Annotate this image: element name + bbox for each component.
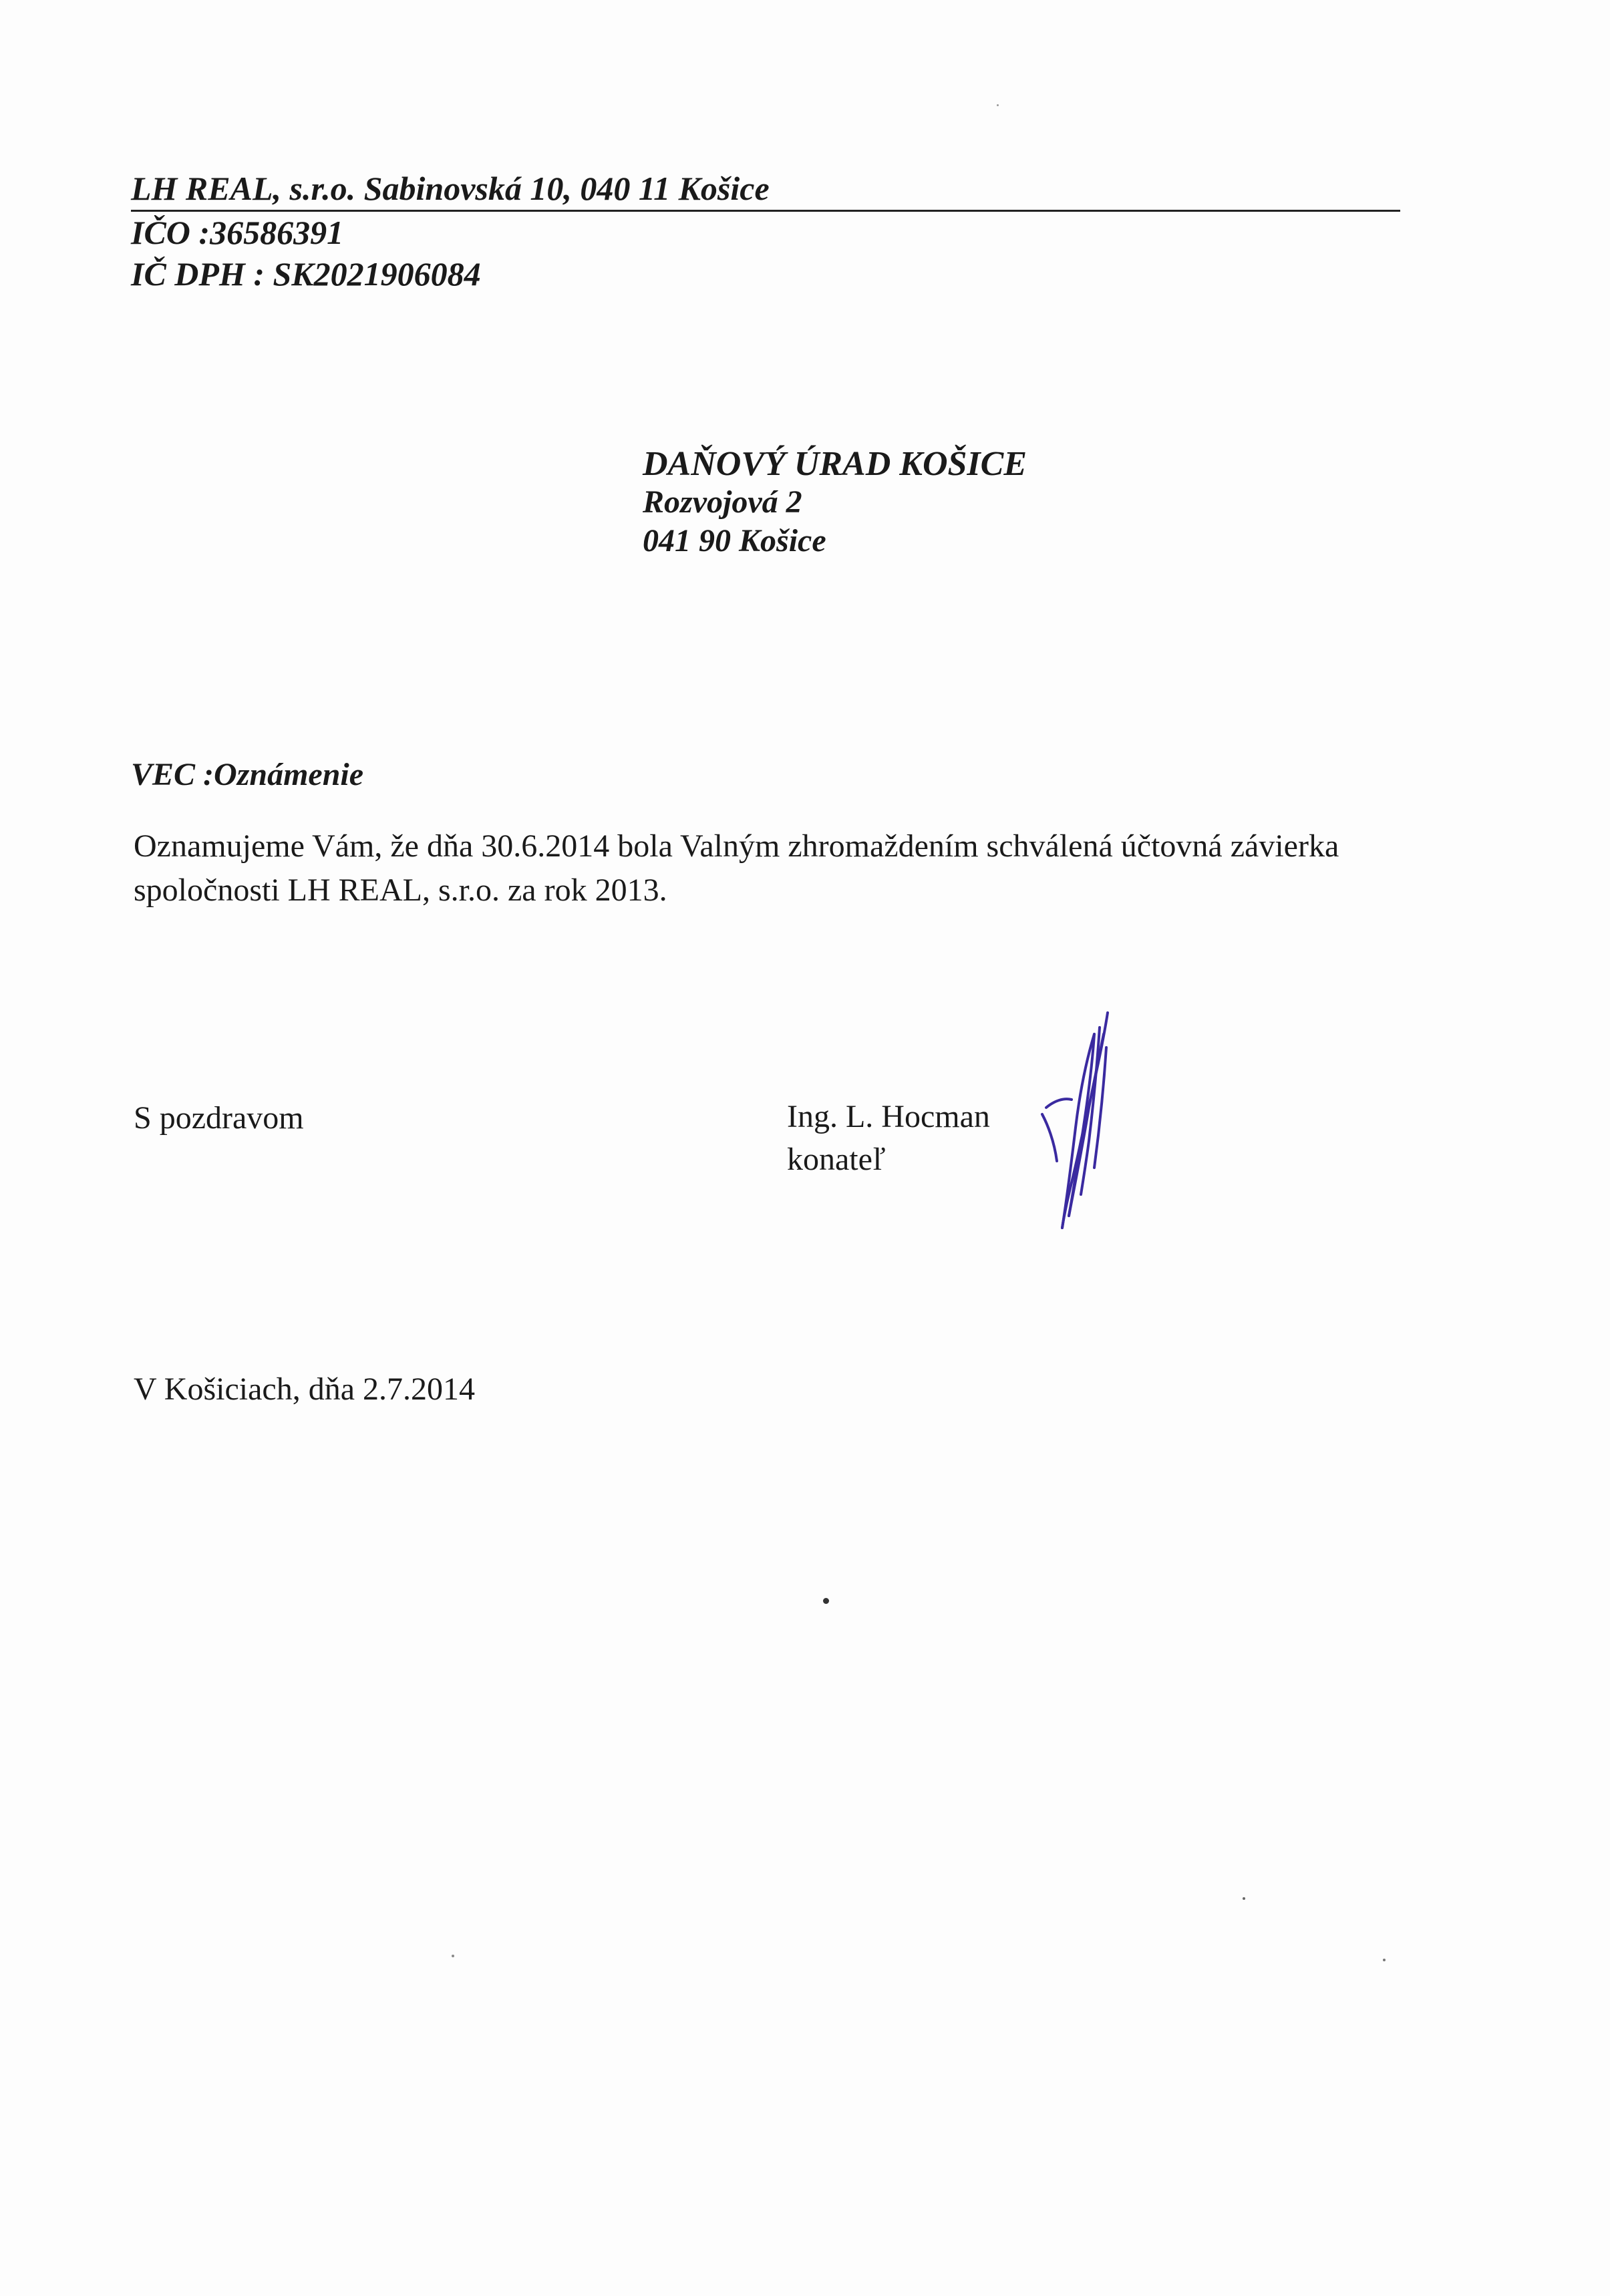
recipient-city: 041 90 Košice [643,523,826,558]
sender-ic-dph: IČ DPH : SK2021906084 [131,255,481,293]
place-and-date: V Košiciach, dňa 2.7.2014 [134,1371,476,1407]
body-line-2: spoločnosti LH REAL, s.r.o. za rok 2013. [134,872,667,908]
letter-body [134,824,1423,913]
greeting: S pozdravom [134,1100,304,1136]
body-line-1: Oznamujeme Vám, že dňa 30.6.2014 bola Valným zhromaždením schválená účtovná závierka [134,828,1339,864]
header-rule [131,210,1400,212]
signer-name: Ing. L. Hocman [787,1099,990,1134]
recipient-street: Rozvojová 2 [643,484,802,520]
scan-speck [1243,1897,1245,1900]
scan-speck [823,1598,829,1604]
sender-address: LH REAL, s.r.o. Sabinovská 10, 040 11 Košice [131,170,770,207]
signature-icon [1027,1007,1121,1235]
subject-line: VEC :Oznámenie [131,757,364,792]
scan-speck [997,104,999,106]
scan-speck [452,1955,454,1957]
sender-ico: IČO :36586391 [131,214,344,251]
scan-speck [1383,1959,1386,1961]
signer-role: konateľ [787,1142,886,1177]
recipient-name: DAŇOVÝ ÚRAD KOŠICE [643,445,1027,483]
